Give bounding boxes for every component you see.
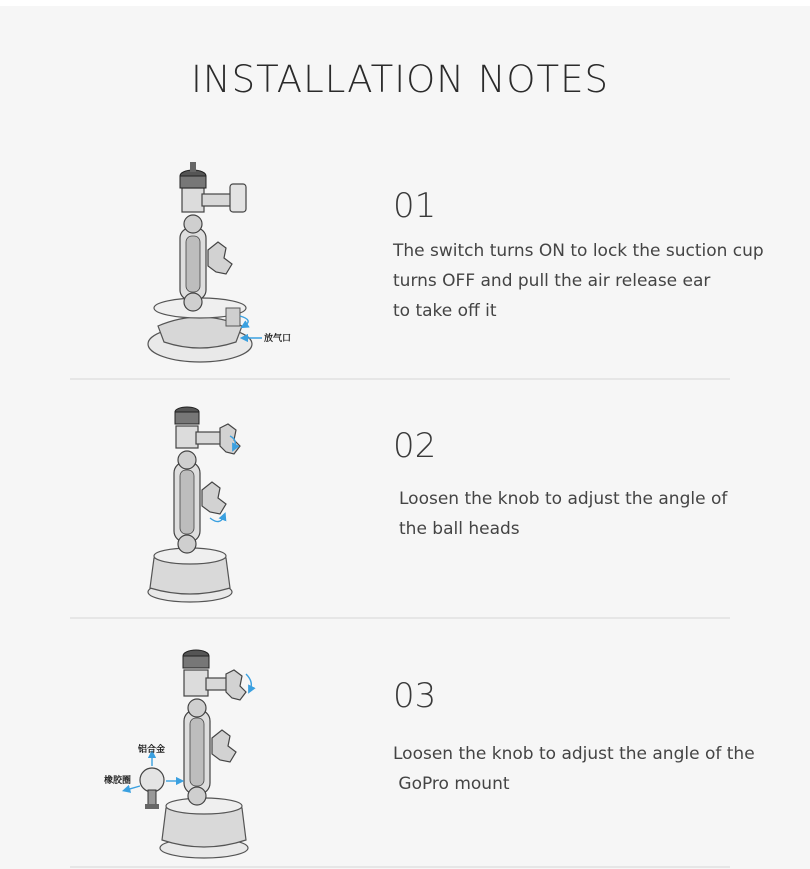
suction-mount-illustration-02 bbox=[140, 398, 270, 608]
aluminum-label: 铝合金 bbox=[138, 745, 166, 755]
step-description bbox=[393, 236, 764, 326]
step-number: 01 bbox=[393, 186, 437, 226]
step-description-line: turns OFF and pull the air release ear bbox=[393, 271, 711, 291]
step-description-line: the ball heads bbox=[399, 519, 520, 539]
divider bbox=[70, 617, 730, 619]
suction-mount-illustration-01 bbox=[140, 158, 310, 370]
step-description-line: to take off it bbox=[393, 301, 497, 321]
step-description bbox=[393, 739, 755, 799]
air-release-label: 放气口 bbox=[264, 334, 292, 344]
divider bbox=[70, 866, 730, 868]
step-number: 03 bbox=[393, 676, 437, 716]
step-description-line: GoPro mount bbox=[393, 774, 510, 794]
step-description-line: Loosen the knob to adjust the angle of the bbox=[393, 744, 755, 764]
top-band bbox=[0, 0, 810, 6]
suction-mount-illustration-03 bbox=[100, 640, 270, 862]
rubber-ring-label: 橡胶圈 bbox=[104, 776, 132, 786]
step-description bbox=[399, 484, 727, 544]
step-description-line: The switch turns ON to lock the suction cup bbox=[393, 241, 764, 261]
page-title: INSTALLATION NOTES bbox=[191, 58, 609, 101]
divider bbox=[70, 378, 730, 380]
step-number: 02 bbox=[393, 426, 437, 466]
step-description-line: Loosen the knob to adjust the angle of bbox=[399, 489, 728, 509]
